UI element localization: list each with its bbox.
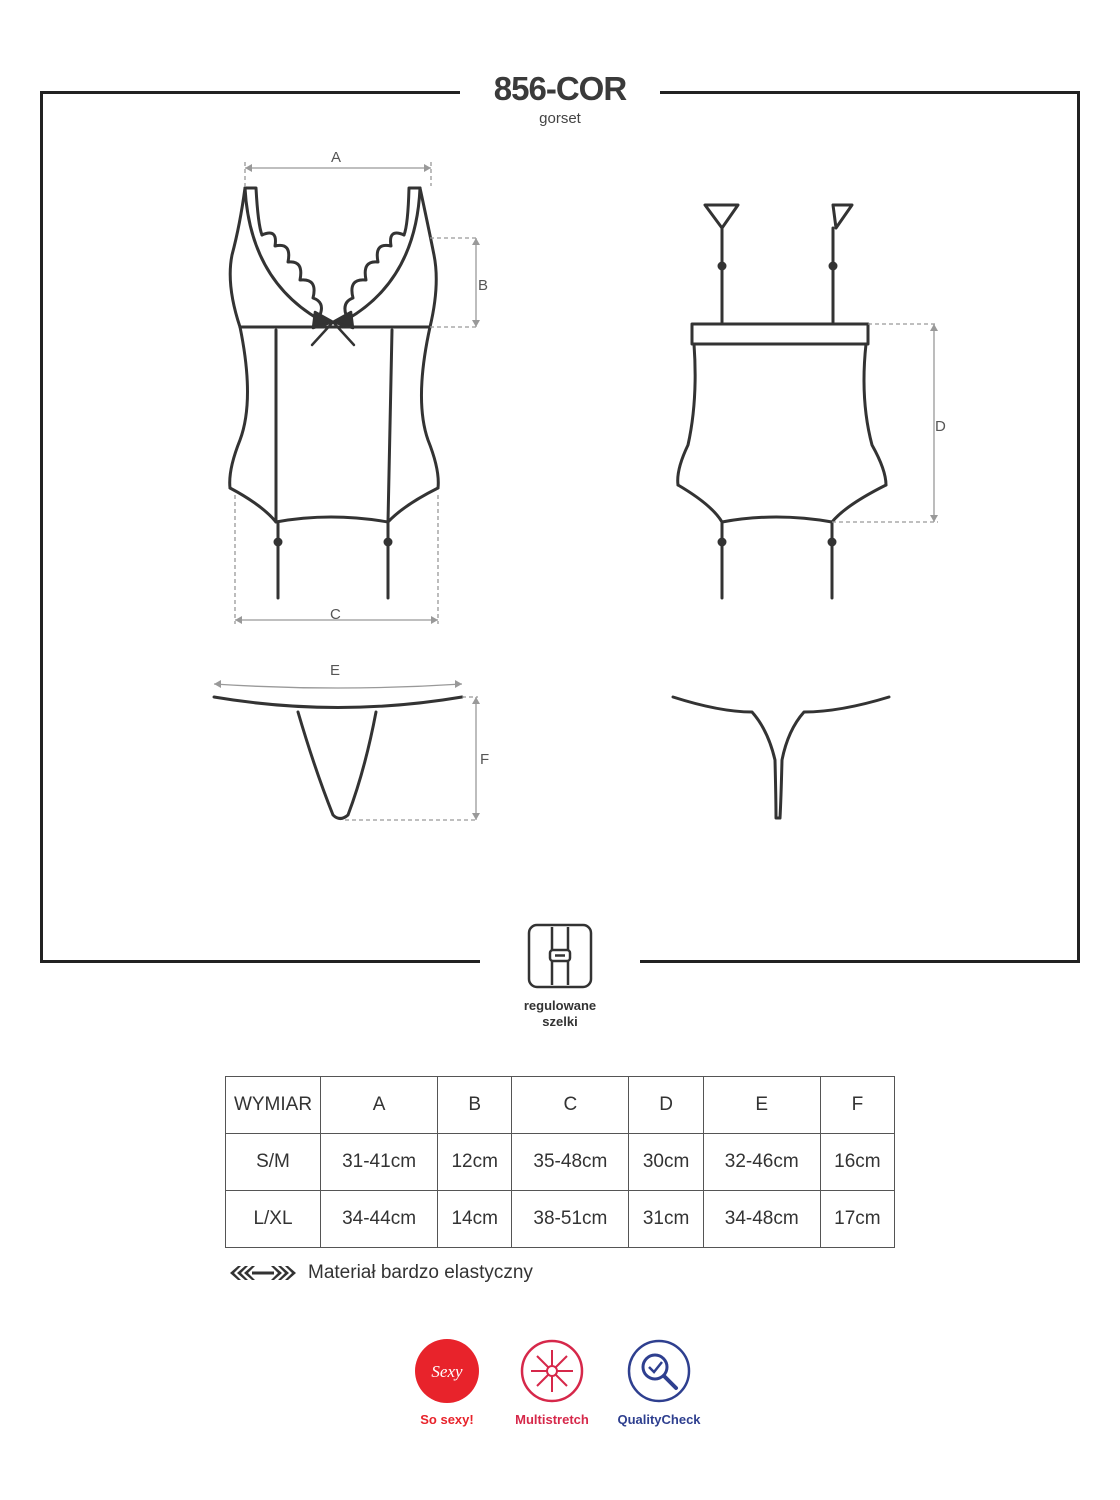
table-header-cell: E <box>703 1077 820 1134</box>
quality-check-icon <box>624 1336 694 1406</box>
table-header-row <box>226 1077 895 1134</box>
dim-label-e: E <box>330 662 341 679</box>
dim-label-c: C <box>330 606 341 623</box>
table-cell: 17cm <box>820 1191 894 1248</box>
multistretch-icon <box>517 1336 587 1406</box>
product-code: 856-COR <box>493 70 627 107</box>
table-cell: 12cm <box>438 1134 512 1191</box>
badge-quality-check <box>604 1336 714 1427</box>
corset-back-drawing <box>678 205 886 598</box>
badge-multistretch <box>497 1336 607 1427</box>
feature-label-line1: regulowane <box>523 998 597 1013</box>
badge-so-sexy <box>392 1336 502 1427</box>
table-cell: 31-41cm <box>321 1134 438 1191</box>
material-note <box>228 1261 533 1285</box>
table-cell: 14cm <box>438 1191 512 1248</box>
table-cell: 35-48cm <box>512 1134 629 1191</box>
so-sexy-icon-text: Sexy <box>431 1362 463 1381</box>
table-cell: 38-51cm <box>512 1191 629 1248</box>
dim-label-d: D <box>935 418 946 435</box>
adjustable-straps-icon <box>529 925 591 987</box>
table-row <box>226 1191 895 1248</box>
table-header-cell: D <box>629 1077 703 1134</box>
table-cell: 32-46cm <box>703 1134 820 1191</box>
corset-front-drawing <box>230 188 439 598</box>
table-header-cell: A <box>321 1077 438 1134</box>
badge-label: Multistretch <box>515 1412 589 1427</box>
table-row <box>226 1134 895 1191</box>
table-cell: L/XL <box>226 1191 321 1248</box>
table-cell: 34-48cm <box>703 1191 820 1248</box>
badge-label: QualityCheck <box>617 1412 701 1427</box>
material-note-text: Materiał bardzo elastyczny <box>308 1262 533 1283</box>
thong-back-drawing <box>673 697 889 818</box>
table-header-cell: B <box>438 1077 512 1134</box>
badge-label: So sexy! <box>420 1412 474 1427</box>
dim-label-b: B <box>478 277 489 294</box>
dim-label-f: F <box>480 751 490 768</box>
product-type: gorset <box>539 110 581 127</box>
size-table <box>225 1076 895 1248</box>
stretch-arrows-icon <box>228 1264 298 1282</box>
table-cell: 34-44cm <box>321 1191 438 1248</box>
table-cell: S/M <box>226 1134 321 1191</box>
table-header-cell: F <box>820 1077 894 1134</box>
feature-label-line2: szelki <box>542 1014 578 1029</box>
dim-label-a: A <box>331 149 342 166</box>
so-sexy-icon <box>412 1336 482 1406</box>
table-cell: 16cm <box>820 1134 894 1191</box>
table-cell: 31cm <box>629 1191 703 1248</box>
table-cell: 30cm <box>629 1134 703 1191</box>
thong-front-drawing <box>214 697 462 819</box>
feature-label <box>480 998 640 1030</box>
table-header-cell: C <box>512 1077 629 1134</box>
table-header-cell: WYMIAR <box>226 1077 321 1134</box>
